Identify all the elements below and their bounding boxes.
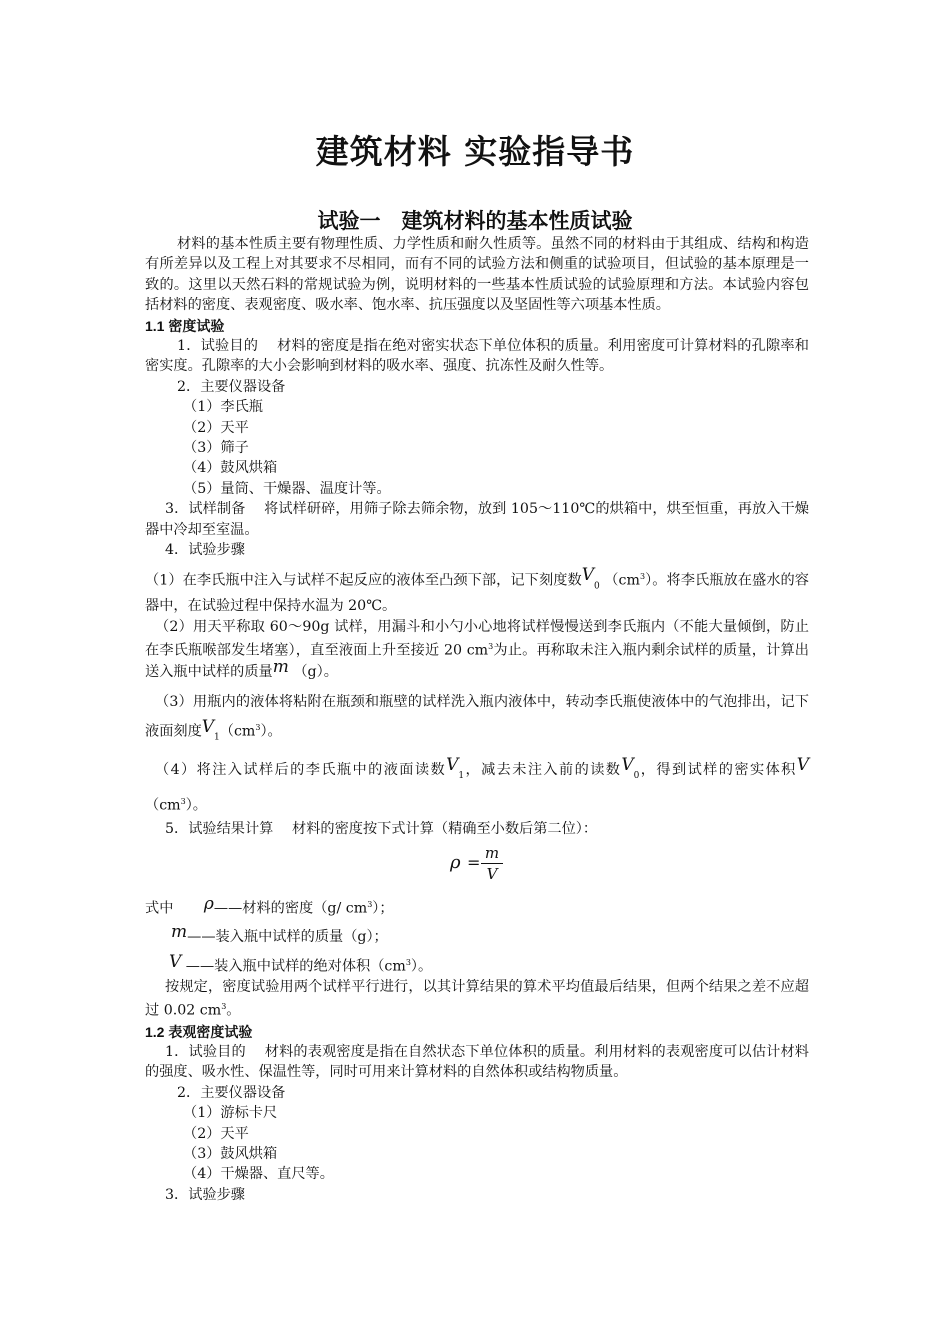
intro-paragraph: 材料的基本性质主要有物理性质、力学性质和耐久性质等。虽然不同的材料由于其组成、结构和构造有所差异以及工程上对其要求不尽相同，而有不同的试验方法和侧重的试验项目，但试验的基本原理是一致的。这里以天然石料的常规试验为例，说明材料的一些基本性质试验的试验原理和方法。本试验内容包括材料的密度、表观密度、吸水率、饱水率、抗压强度以及坚固性等六项基本性质。 (145, 236, 809, 314)
var-v: V (796, 755, 809, 776)
superscript: 3 (639, 571, 646, 581)
document-body (145, 234, 809, 1205)
apparent-density-purpose: 1．试验目的 材料的表观密度是指在自然状态下单位体积的质量。利用材料的表观密度可以估计材料的强度、吸水性、保温性等，同时可用来计算材料的自然体积或结构物质量。 (145, 1044, 809, 1081)
unit-text: （cm (219, 723, 256, 740)
superscript: 3 (405, 957, 411, 967)
rule-text: 按规定，密度试验用两个试样平行进行，以其计算结果的算术平均值最后结果，但两个结果之差不应超过 0.02 cm (145, 979, 809, 1020)
step-3-text: （3）用瓶内的液体将粘附在瓶颈和瓶壁的试样洗入瓶内液体中，转动李氏瓶使液体中的气泡排出，记下液面刻度 (145, 693, 809, 740)
superscript: 3 (221, 1002, 227, 1012)
density-equip-label: 2．主要仪器设备 (177, 378, 286, 395)
equip-item: （1）游标卡尺 (183, 1105, 278, 1122)
step-2-text: （2）用天平称取 60～90g 试样，用漏斗和小勺小心地将试样慢慢送到李氏瓶内（不能大量倾倒，防止在李氏瓶喉部发生堵塞），直至液面上升至接近 20 cm (145, 618, 809, 660)
equip-item: （4）干燥器、直尺等。 (183, 1166, 334, 1183)
apparent-equip-label: 2．主要仪器设备 (177, 1084, 286, 1101)
equip-item: （5）量筒、干燥器、温度计等。 (183, 480, 391, 497)
section-heading-apparent-density: 1.2 表观密度试验 (145, 1023, 253, 1040)
equip-item: （1）李氏瓶 (183, 399, 263, 416)
step-1-text-end: ）。将李氏瓶放在盛水的容器中，在试验过程中保持水温为 20℃。 (145, 572, 809, 615)
step-1-text: （1）在李氏瓶中注入与试样不起反应的液体至凸颈下部，记下刻度数 (145, 572, 582, 589)
fraction (481, 843, 503, 884)
apparent-steps-label: 3．试验步骤 (165, 1186, 245, 1203)
density-prep: 3．试样制备 将试样研碎，用筛子除去筛余物，放到 105～110℃的烘箱中，烘至恒重，再放入干燥器中冷却至室温。 (145, 501, 809, 538)
superscript: 3 (367, 900, 373, 910)
def-m-text: ——装入瓶中试样的质量（g）； (187, 928, 388, 945)
def-rho-text: ——材料的密度（g/ cm (213, 901, 368, 918)
superscript: 3 (488, 642, 494, 652)
def-rho (145, 895, 809, 919)
var-v: V (446, 755, 459, 776)
equals-sign: = (467, 853, 481, 873)
superscript: 3 (180, 797, 186, 807)
symbol-rho: ρ (450, 852, 461, 874)
density-rule (145, 977, 809, 1022)
step-3-text-end: ）。 (260, 723, 282, 740)
subscript: 1 (458, 771, 465, 782)
def-v-end: ）。 (410, 958, 433, 975)
var-v: V (621, 755, 634, 776)
var-v: V (201, 716, 215, 737)
subscript: 1 (214, 732, 220, 743)
step-4-text-end: ）。 (185, 797, 207, 814)
equip-item: （2）天平 (183, 1125, 249, 1142)
def-m (145, 921, 809, 947)
density-calc: 5．试验结果计算 材料的密度按下式计算（精确至小数后第二位）： (165, 820, 598, 837)
denominator-v: V (481, 863, 503, 884)
subscript: 0 (633, 771, 640, 782)
document-title: 建筑材料 实验指导书 (315, 132, 635, 171)
step-3 (145, 689, 809, 751)
var-v: V (581, 565, 594, 586)
def-v (145, 953, 809, 977)
experiment-title: 试验一 建筑材料的基本性质试验 (317, 208, 633, 233)
density-formula (145, 843, 809, 889)
superscript: 3 (255, 722, 261, 732)
step-4-text: （4）将注入试样后的李氏瓶中的液面读数 (155, 762, 447, 779)
symbol-rho: ρ (203, 894, 214, 915)
numerator-m: m (484, 844, 500, 863)
subscript: 0 (593, 581, 600, 592)
unit-text: （cm (604, 572, 640, 589)
step-4-text-mid: ，减去未注入前的读数 (464, 762, 622, 779)
equip-item: （3）鼓风烘箱 (183, 1146, 278, 1163)
equip-item: （3）筛子 (183, 440, 249, 457)
step-4-text-mid2: ，得到试样的密实体积 (639, 762, 797, 779)
section-heading-density: 1.1 密度试验 (145, 317, 225, 334)
density-purpose: 1．试验目的 材料的密度是指在绝对密实状态下单位体积的质量。利用密度可计算材料的孔隙率和密实度。孔隙率的大小会影响到材料的吸水率、强度、抗冻性及耐久性等。 (145, 338, 809, 375)
step-2-text-end: （g）。 (293, 664, 338, 681)
step-2-text-mid: 为止。再称取未注入瓶内剩余试样的质量，计算出送入瓶中试样的质量 (145, 643, 809, 681)
step-1 (145, 567, 809, 617)
step-2 (145, 617, 809, 683)
var-v: V (169, 951, 182, 972)
rule-end: 。 (226, 1003, 241, 1020)
def-rho-end: ）； (372, 901, 394, 918)
unit-text: （cm (145, 797, 181, 814)
density-steps-label: 4．试验步骤 (165, 542, 245, 559)
def-v-text: ——装入瓶中试样的绝对体积（cm (185, 958, 406, 975)
var-m: m (171, 921, 188, 942)
equip-item: （2）天平 (183, 419, 249, 436)
step-4 (145, 756, 809, 819)
equip-item: （4）鼓风烘箱 (183, 460, 278, 477)
where-label: 式中 (145, 901, 174, 918)
var-m: m (272, 657, 289, 678)
